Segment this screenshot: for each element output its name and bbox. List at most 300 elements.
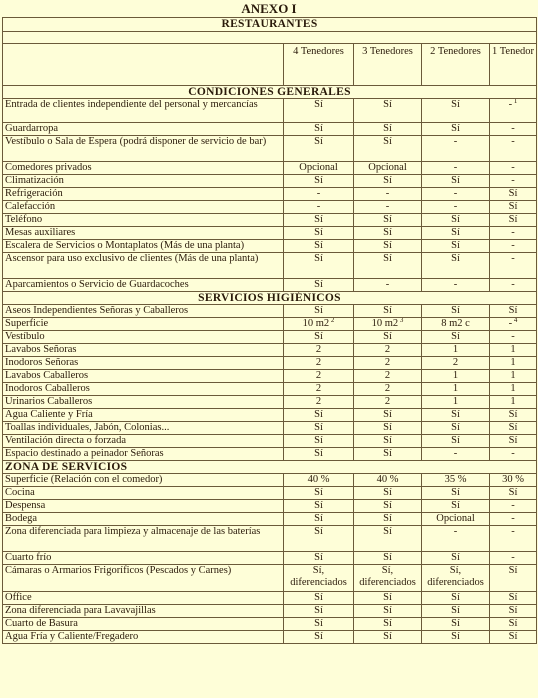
row-label xyxy=(3,409,284,422)
row-label-text: Teléfono xyxy=(5,214,43,225)
cell-value: Sí xyxy=(383,331,392,342)
table-cell xyxy=(354,552,422,565)
table-cell xyxy=(354,331,422,344)
cell-value: Sí xyxy=(508,188,518,199)
row-label-text: Inodoros Señoras xyxy=(5,357,79,368)
table-cell xyxy=(354,318,422,331)
table-row xyxy=(3,162,537,175)
row-label-text: Agua Fría y Caliente/Fregadero xyxy=(5,631,139,642)
cell-value: 2 xyxy=(384,344,391,355)
column-header-label: 3 Tenedores xyxy=(362,46,413,57)
cell-value: Sí xyxy=(508,631,518,642)
cell-value: Sí xyxy=(314,487,323,498)
cell-value: 8 m2 c xyxy=(441,318,470,329)
cell-value: Sí xyxy=(451,214,460,225)
table-cell xyxy=(490,383,537,396)
row-label-text: Vestíbulo o Sala de Espera (podrá disponer de servicio de bar) xyxy=(5,136,267,147)
table-cell xyxy=(490,631,537,644)
table-cell xyxy=(422,448,490,461)
table-cell xyxy=(354,214,422,227)
table-row xyxy=(3,409,537,422)
table-cell xyxy=(422,552,490,565)
table-row xyxy=(3,383,537,396)
table-row xyxy=(3,99,537,123)
table-cell xyxy=(354,240,422,253)
table-cell xyxy=(354,227,422,240)
table-cell xyxy=(354,618,422,631)
table-cell xyxy=(354,435,422,448)
cell-value: 40 % xyxy=(376,474,399,485)
table-cell xyxy=(490,227,537,240)
table-row xyxy=(3,422,537,435)
cell-value: Sí xyxy=(314,448,323,459)
blank-row xyxy=(3,32,537,44)
cell-value: Sí xyxy=(383,592,392,603)
table-cell xyxy=(354,344,422,357)
row-label-text: Lavabos Caballeros xyxy=(5,370,89,381)
table-cell xyxy=(490,240,537,253)
table-title-text: RESTAURANTES xyxy=(221,18,318,30)
table-row xyxy=(3,618,537,631)
cell-value: 30 % xyxy=(502,474,524,485)
table-cell xyxy=(354,370,422,383)
row-label xyxy=(3,214,284,227)
cell-value: Sí xyxy=(383,227,392,238)
table-cell xyxy=(284,435,354,448)
table-cell xyxy=(284,552,354,565)
cell-value: Sí xyxy=(314,305,323,316)
cell-value: Sí xyxy=(314,631,323,642)
row-label-text: Urinarios Caballeros xyxy=(5,396,93,407)
footnote-marker: 4 xyxy=(512,317,518,324)
table-cell xyxy=(284,99,354,123)
table-cell xyxy=(284,409,354,422)
table-cell xyxy=(490,474,537,487)
table-row xyxy=(3,253,537,279)
table-cell xyxy=(422,565,490,592)
table-cell xyxy=(284,383,354,396)
table-cell xyxy=(354,396,422,409)
table-cell xyxy=(490,344,537,357)
cell-value: - xyxy=(511,162,515,173)
table-cell xyxy=(354,383,422,396)
table-cell xyxy=(422,344,490,357)
table-cell xyxy=(284,318,354,331)
cell-value: 1 xyxy=(452,396,459,407)
table-cell xyxy=(490,162,537,175)
table-row xyxy=(3,474,537,487)
table-cell xyxy=(490,552,537,565)
table-cell xyxy=(284,214,354,227)
cell-value: - xyxy=(511,552,515,563)
table-row xyxy=(3,357,537,370)
table-cell xyxy=(422,188,490,201)
cell-value: Sí xyxy=(314,99,323,110)
section-header-row xyxy=(3,86,537,99)
cell-value: Sí xyxy=(508,305,518,316)
row-label-text: Cuarto frío xyxy=(5,552,52,563)
table-cell xyxy=(354,474,422,487)
table-cell xyxy=(284,422,354,435)
cell-value: 1 xyxy=(510,383,516,394)
row-label-text: Aseos Independientes Señoras y Caballeros xyxy=(5,305,189,316)
cell-value: 2 xyxy=(384,396,391,407)
table-cell xyxy=(490,253,537,279)
table-row xyxy=(3,214,537,227)
table-cell xyxy=(490,526,537,552)
cell-value: - xyxy=(511,331,515,342)
column-header xyxy=(354,44,422,86)
row-label xyxy=(3,448,284,461)
row-label xyxy=(3,162,284,175)
table-cell xyxy=(422,240,490,253)
table-cell xyxy=(490,618,537,631)
row-label-text: Vestíbulo xyxy=(5,331,45,342)
section-header-row xyxy=(3,292,537,305)
table-cell xyxy=(422,592,490,605)
table-cell xyxy=(490,448,537,461)
table-cell xyxy=(490,123,537,136)
row-label xyxy=(3,513,284,526)
cell-value: - xyxy=(511,513,515,524)
table-cell xyxy=(490,513,537,526)
table-cell xyxy=(422,123,490,136)
cell-value: - xyxy=(453,526,458,537)
header-empty-cell xyxy=(3,44,284,86)
cell-value: - xyxy=(453,279,458,290)
table-cell xyxy=(490,605,537,618)
cell-value: 1 xyxy=(510,396,516,407)
column-header xyxy=(490,44,537,86)
row-label-text: Comedores privados xyxy=(5,162,92,173)
row-label xyxy=(3,318,284,331)
column-header-label: 4 Tenedores xyxy=(293,46,344,57)
cell-value: Sí xyxy=(451,331,460,342)
table-row xyxy=(3,344,537,357)
row-label-text: Despensa xyxy=(5,500,46,511)
table-cell xyxy=(490,214,537,227)
row-label-text: Office xyxy=(5,592,32,603)
cell-value: Sí xyxy=(314,618,323,629)
table-row xyxy=(3,279,537,292)
row-label-text: Escalera de Servicios o Montaplatos (Más de una planta) xyxy=(5,240,245,251)
cell-value: Sí xyxy=(314,500,323,511)
cell-value: - xyxy=(385,279,390,290)
cell-value: Sí xyxy=(383,409,392,420)
row-label xyxy=(3,605,284,618)
table-row xyxy=(3,565,537,592)
table-cell xyxy=(354,448,422,461)
cell-value: Sí xyxy=(383,618,392,629)
table-cell xyxy=(422,227,490,240)
row-label xyxy=(3,435,284,448)
table-row xyxy=(3,526,537,552)
row-label xyxy=(3,383,284,396)
table-cell xyxy=(422,370,490,383)
table-cell xyxy=(354,487,422,500)
table-cell xyxy=(284,396,354,409)
row-label xyxy=(3,618,284,631)
row-label xyxy=(3,565,284,592)
table-cell xyxy=(354,422,422,435)
table-cell xyxy=(284,123,354,136)
cell-value: 35 % xyxy=(444,474,467,485)
cell-value: - xyxy=(508,99,513,110)
row-label-text: Superficie (Relación con el comedor) xyxy=(5,474,163,485)
cell-value: 2 xyxy=(315,344,322,355)
row-label-text: Agua Caliente y Fría xyxy=(5,409,93,420)
table-cell xyxy=(422,631,490,644)
table-cell xyxy=(422,383,490,396)
table-cell xyxy=(422,474,490,487)
cell-value: Sí xyxy=(451,487,460,498)
cell-value: - xyxy=(385,188,390,199)
table-cell xyxy=(490,188,537,201)
section-header-row xyxy=(3,461,537,474)
row-label xyxy=(3,331,284,344)
cell-value: Sí xyxy=(508,592,518,603)
cell-value: Sí xyxy=(451,253,460,264)
cell-value: 10 m2 xyxy=(371,318,399,329)
column-header-row xyxy=(3,44,537,86)
row-label xyxy=(3,526,284,552)
cell-value: - xyxy=(511,500,515,511)
blank-cell xyxy=(3,32,537,44)
cell-value: Sí xyxy=(451,618,460,629)
table-cell xyxy=(354,565,422,592)
cell-value: Sí xyxy=(314,513,323,524)
table-cell xyxy=(354,357,422,370)
cell-value: Sí xyxy=(451,175,460,186)
table-cell xyxy=(354,305,422,318)
table-row xyxy=(3,605,537,618)
cell-value: Sí xyxy=(314,240,323,251)
row-label-text: Toallas individuales, Jabón, Colonias... xyxy=(5,422,170,433)
table-cell xyxy=(354,136,422,162)
table-cell xyxy=(490,99,537,123)
column-header-label: 1 Tenedor xyxy=(492,46,534,57)
table-cell xyxy=(354,253,422,279)
cell-value: Sí xyxy=(451,422,460,433)
cell-value: Sí xyxy=(451,631,460,642)
table-cell xyxy=(354,123,422,136)
cell-value: Sí xyxy=(314,175,323,186)
cell-value: Sí xyxy=(314,526,323,537)
row-label-text: Zona diferenciada para limpieza y almacenaje de las baterías xyxy=(5,526,261,537)
table-row xyxy=(3,631,537,644)
cell-value: 1 xyxy=(452,344,459,355)
table-cell xyxy=(422,253,490,279)
cell-value: Sí xyxy=(451,240,460,251)
table-cell xyxy=(284,162,354,175)
table-row xyxy=(3,448,537,461)
table-cell xyxy=(490,318,537,331)
table-cell xyxy=(422,214,490,227)
table-cell xyxy=(422,175,490,188)
cell-value: Sí xyxy=(314,422,323,433)
cell-value: Sí xyxy=(451,99,460,110)
table-cell xyxy=(284,605,354,618)
cell-value: Sí xyxy=(451,123,460,134)
table-cell xyxy=(284,448,354,461)
table-cell xyxy=(490,136,537,162)
cell-value: Sí xyxy=(383,526,392,537)
cell-value: - xyxy=(316,201,321,212)
cell-value: Sí xyxy=(314,552,323,563)
table-row xyxy=(3,500,537,513)
row-label-text: Espacio destinado a peinador Señoras xyxy=(5,448,164,459)
row-label xyxy=(3,631,284,644)
cell-value: Sí xyxy=(383,631,392,642)
row-label-text: Entrada de clientes independiente del personal y mercancías xyxy=(5,99,258,110)
cell-value: Sí xyxy=(314,435,323,446)
table-cell xyxy=(422,279,490,292)
table-cell xyxy=(422,409,490,422)
table-cell xyxy=(354,175,422,188)
table-row xyxy=(3,175,537,188)
table-cell xyxy=(422,136,490,162)
restaurant-requirements-table xyxy=(2,17,537,644)
table-cell xyxy=(284,565,354,592)
table-row xyxy=(3,188,537,201)
cell-value: - xyxy=(511,279,515,290)
table-cell xyxy=(284,344,354,357)
cell-value: 1 xyxy=(452,383,459,394)
table-title-row xyxy=(3,18,537,32)
cell-value: Sí, diferenciados xyxy=(290,565,347,588)
table-cell xyxy=(284,279,354,292)
table-cell xyxy=(354,279,422,292)
cell-value: - xyxy=(511,448,515,459)
table-cell xyxy=(490,435,537,448)
row-label-text: Bodega xyxy=(5,513,38,524)
cell-value: 1 xyxy=(510,370,516,381)
row-label xyxy=(3,201,284,214)
table-cell xyxy=(490,409,537,422)
table-cell xyxy=(284,357,354,370)
cell-value: 2 xyxy=(315,357,322,368)
table-row xyxy=(3,318,537,331)
cell-value: Sí xyxy=(451,409,460,420)
row-label-text: Mesas auxiliares xyxy=(5,227,76,238)
table-row xyxy=(3,487,537,500)
cell-value: Sí xyxy=(383,500,392,511)
cell-value: 1 xyxy=(510,357,516,368)
table-row xyxy=(3,227,537,240)
row-label-text: Refrigeración xyxy=(5,188,63,199)
cell-value: - xyxy=(453,162,458,173)
row-label-text: Cocina xyxy=(5,487,35,498)
cell-value: Sí xyxy=(451,552,460,563)
table-cell xyxy=(422,526,490,552)
row-label-text: Inodoros Caballeros xyxy=(5,383,90,394)
row-label xyxy=(3,592,284,605)
cell-value: - xyxy=(511,123,515,134)
table-cell xyxy=(284,474,354,487)
cell-value: - xyxy=(511,175,515,186)
table-cell xyxy=(354,99,422,123)
table-title xyxy=(3,18,537,32)
row-label-text: Aparcamientos o Servicio de Guardacoches xyxy=(5,279,189,290)
cell-value: Sí, diferenciados xyxy=(427,565,484,588)
table-cell xyxy=(490,592,537,605)
table-cell xyxy=(422,201,490,214)
cell-value: - xyxy=(453,136,458,147)
table-row xyxy=(3,136,537,162)
cell-value: Sí xyxy=(508,409,518,420)
table-cell xyxy=(422,396,490,409)
cell-value: Sí xyxy=(451,605,460,616)
table-cell xyxy=(354,526,422,552)
row-label-text: Superficie xyxy=(5,318,49,329)
table-cell xyxy=(490,422,537,435)
table-cell xyxy=(490,500,537,513)
table-cell xyxy=(354,513,422,526)
row-label xyxy=(3,99,284,123)
table-row xyxy=(3,305,537,318)
table-cell xyxy=(422,99,490,123)
table-row xyxy=(3,123,537,136)
cell-value: - xyxy=(511,227,515,238)
table-row xyxy=(3,201,537,214)
cell-value: Sí xyxy=(508,214,518,225)
row-label-text: Cuarto de Basura xyxy=(5,618,78,629)
cell-value: 2 xyxy=(315,396,322,407)
row-label xyxy=(3,357,284,370)
table-cell xyxy=(284,487,354,500)
cell-value: Sí xyxy=(383,99,392,110)
cell-value: Sí xyxy=(383,136,392,147)
table-cell xyxy=(284,305,354,318)
table-row xyxy=(3,331,537,344)
cell-value: - xyxy=(511,136,515,147)
row-label-text: Climatización xyxy=(5,175,64,186)
row-label xyxy=(3,240,284,253)
section-title xyxy=(3,86,537,99)
table-cell xyxy=(490,175,537,188)
table-cell xyxy=(490,331,537,344)
table-cell xyxy=(284,592,354,605)
section-title-text: SERVICIOS HIGIÉNICOS xyxy=(198,292,341,304)
cell-value: Sí xyxy=(451,305,460,316)
table-cell xyxy=(354,409,422,422)
cell-value: Sí xyxy=(314,253,323,264)
row-label xyxy=(3,487,284,500)
table-row xyxy=(3,552,537,565)
table-row xyxy=(3,370,537,383)
table-cell xyxy=(284,136,354,162)
cell-value: Sí xyxy=(314,409,323,420)
cell-value: Sí xyxy=(314,136,323,147)
row-label xyxy=(3,500,284,513)
table-cell xyxy=(284,631,354,644)
cell-value: Sí xyxy=(314,592,323,603)
table-row xyxy=(3,592,537,605)
cell-value: 40 % xyxy=(307,474,330,485)
row-label-text: Calefacción xyxy=(5,201,56,212)
cell-value: - xyxy=(453,448,458,459)
cell-value: Sí xyxy=(508,201,518,212)
table-cell xyxy=(422,422,490,435)
table-cell xyxy=(490,305,537,318)
cell-value: Sí xyxy=(383,435,392,446)
table-cell xyxy=(284,175,354,188)
cell-value: Sí xyxy=(508,565,518,576)
cell-value: Sí xyxy=(314,279,323,290)
cell-value: - xyxy=(453,201,458,212)
cell-value: - xyxy=(511,526,515,537)
row-label-text: Lavabos Señoras xyxy=(5,344,77,355)
